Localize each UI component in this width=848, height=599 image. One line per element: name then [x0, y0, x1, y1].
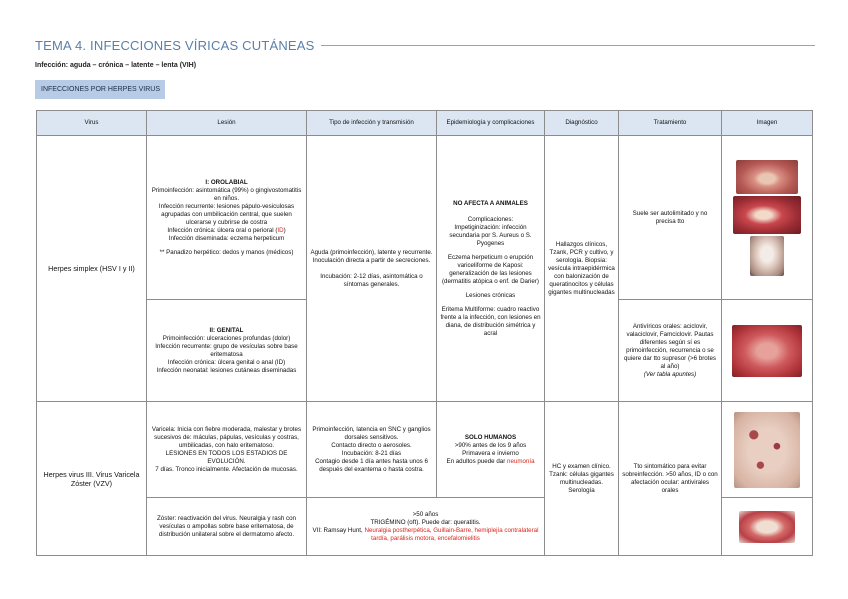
- tipo-vzv-line1: Primoinfección, latencia en SNC y ganglios dorsales sensitivos.: [312, 425, 431, 441]
- tipo-hsv-line3: Incubación: 2-12 días, asintomática o síntomas generales.: [320, 272, 423, 288]
- page-title: TEMA 4. INFECCIONES VÍRICAS CUTÁNEAS: [35, 37, 315, 53]
- epi-solo-humanos: SOLO HUMANOS: [464, 433, 517, 441]
- zoster-epi-line2: TRIGÉMINO (oft). Puede dar: queratitis.: [370, 518, 481, 526]
- orolabial-recurrente: Infección recurrente: lesiones pápulo-vesiculosas agrupadas con umbilicación central, que suelen ulcerarse y cubrirse de costra: [158, 202, 295, 226]
- zoster-epi-complications: Neuralgia postherpética, Guillain-Barre, hemiplejía contralateral tardía, parálisis motora, encefalomielitis: [364, 526, 539, 542]
- orolabial-cronica: [150, 227, 303, 235]
- orolabial-cronica-close: ): [283, 226, 286, 234]
- lesion-genital: [147, 300, 307, 402]
- epi-impetig: Impetiginización: infección secundaria por S. Aureus o S. Pyogenes: [449, 223, 532, 247]
- table-header-row: [37, 111, 813, 136]
- epi-ninos: >90% antes de los 9 años: [454, 441, 527, 449]
- tipo-vzv-line3: Incubación: 8-21 días: [341, 449, 402, 457]
- virus-vzv: Herpes virus III. Virus Varicela Zóster (VZV): [37, 402, 147, 556]
- epi-cronicas: Lesiones crónicas: [465, 291, 516, 299]
- epi-adultos: [440, 458, 541, 466]
- orolabial-panadizo: ** Panadizo herpético: dedos y manos (médicos): [159, 248, 294, 256]
- header-lesion: Lesión: [147, 111, 307, 136]
- zoster-rash-photo-icon: [739, 511, 795, 543]
- header-virus: Virus: [37, 111, 147, 136]
- header-tipo: Tipo de infección y transmisión: [307, 111, 437, 136]
- header-tratamiento: Tratamiento: [619, 111, 722, 136]
- header-epidemiologia: Epidemiología y complicaciones: [437, 111, 545, 136]
- table-row: [37, 402, 813, 498]
- trat-orolabial: Suele ser autolimitado y no precisa tto: [619, 136, 722, 300]
- orolabial-cronica-text: Infección crónica: úlcera oral o perioral (: [167, 226, 278, 234]
- tipo-vzv-line2: Contacto directo o aerosoles.: [331, 441, 412, 449]
- images-zoster: [722, 498, 813, 556]
- header-diagnostico: Diagnóstico: [545, 111, 619, 136]
- tipo-hsv-line1: Aguda (primoinfección), latente y recurrente.: [310, 248, 433, 256]
- images-orolabial: [722, 136, 813, 300]
- trat-genital: [619, 300, 722, 402]
- epi-eritema: Eritema Multiforme: cuadro reactivo frente a la infección, con lesiones en diana, de distribución simétrica y acral: [440, 305, 541, 337]
- title-divider: [321, 45, 815, 46]
- title-row: [35, 36, 815, 54]
- trat-genital-text: Antivíricos orales: aciclovir, valaciclovir, Famciclovir. Pautas diferentes según sí es primoinfección, recurrencia o se quiere dar tto supresor (>6 brotes al año): [623, 322, 716, 370]
- orolabial-lesion-photo-icon: [736, 160, 798, 194]
- epi-eczema: Eczema herpeticum o erupción variceliforme de Kaposi: generalización de las lesiones (dermatitis atópica o enf. de Darier): [442, 253, 539, 285]
- orolabial-diseminada: Infección diseminada: eczema herpeticum: [168, 234, 285, 242]
- orolabial-cronica-id: ID: [277, 226, 284, 234]
- diag-hsv: Hallazgos clínicos, Tzank, PCR y cultivo, y serología. Biopsia: vesícula intraepidérmica con balonización de queratinocitos y células gigantes multinucleadas: [545, 136, 619, 402]
- genital-cronica: Infección crónica: úlcera genital o anal (ID): [167, 358, 286, 366]
- zoster-epi-ramsay: VII: Ramsay Hunt,: [312, 526, 365, 534]
- finger-lesion-photo-icon: [750, 236, 784, 276]
- page-subtitle: Infección: aguda – crónica – latente – lenta (VIH): [35, 62, 197, 69]
- zoster-epi-line3: [310, 527, 541, 543]
- lip-lesion-photo-icon: [733, 196, 801, 234]
- varicela-dias: 7 días. Tronco inicialmente. Afectación de mucosas.: [155, 465, 298, 473]
- lesion-zoster: Zóster: reactivación del virus. Neuralgia y rash con vesículas o ampollas sobre base eritematosa, de distribución unilateral sobre el dermatomo afecto.: [147, 498, 307, 556]
- lesion-varicela: [147, 402, 307, 498]
- virus-hsv: Herpes simplex (HSV I y II): [37, 136, 147, 402]
- epi-complicaciones: Complicaciones:: [467, 215, 514, 223]
- genital-lesion-photo-icon: [732, 325, 802, 377]
- genital-primo: Primoinfección: ulceraciones profundas (dolor): [162, 334, 291, 342]
- tipo-vzv: [307, 402, 437, 498]
- genital-recurrente: Infección recurrente: grupo de vesículas sobre base eritematosa: [155, 342, 298, 358]
- epi-adultos-text: En adultos puede dar: [446, 457, 507, 465]
- lesion-orolabial: [147, 136, 307, 300]
- orolabial-primo: Primoinfección: asintomática (99%) o gingivostomatitis en niños.: [151, 186, 302, 202]
- trat-vzv: Tto sintomático para evitar sobreinfección. >50 años, ID o con afectación ocular: antivirales orales: [619, 402, 722, 556]
- tipo-hsv-line2: Inoculación directa a partir de secreciones.: [312, 256, 431, 264]
- table-row: [37, 136, 813, 300]
- epi-primavera: Primavera e invierno: [462, 449, 519, 457]
- zoster-epi-line1: >50 años: [412, 510, 439, 518]
- genital-neonatal: Infección neonatal: lesiones cutáneas diseminadas: [156, 366, 297, 374]
- diag-vzv: HC y examen clínico. Tzank: células gigantes multinucleadas. Serología: [545, 402, 619, 556]
- header-imagen: Imagen: [722, 111, 813, 136]
- tipo-vzv-line4: Contagio desde 1 día antes hasta unos 6 después del exantema o hasta costra.: [315, 457, 428, 473]
- zoster-epi: [307, 498, 545, 556]
- epi-neumonia: neumonía: [507, 457, 535, 465]
- trat-genital-note: (Ver tabla apuntes): [643, 370, 697, 378]
- varicella-rash-photo-icon: [734, 412, 800, 488]
- images-varicela: [722, 402, 813, 498]
- section-tag-label: INFECCIONES POR HERPES VIRUS: [41, 86, 161, 93]
- orolabial-title: I: OROLABIAL: [205, 178, 248, 186]
- varicela-estados: LESIONES EN TODOS LOS ESTADIOS DE EVOLUCIÓN.: [165, 449, 288, 465]
- section-tag: [35, 80, 165, 99]
- herpes-table: [36, 110, 813, 556]
- epi-hsv: [437, 136, 545, 402]
- tipo-hsv: [307, 136, 437, 402]
- genital-title: II: GENITAL: [209, 326, 244, 334]
- images-genital: [722, 300, 813, 402]
- epi-vzv: [437, 402, 545, 498]
- epi-no-animales: NO AFECTA A ANIMALES: [453, 199, 528, 207]
- varicela-text: Varicela: Inicia con fiebre moderada, malestar y brotes sucesivos de: máculas, pápulas, vesículas y costras, umbilicadas, con halo eritematoso.: [151, 425, 302, 449]
